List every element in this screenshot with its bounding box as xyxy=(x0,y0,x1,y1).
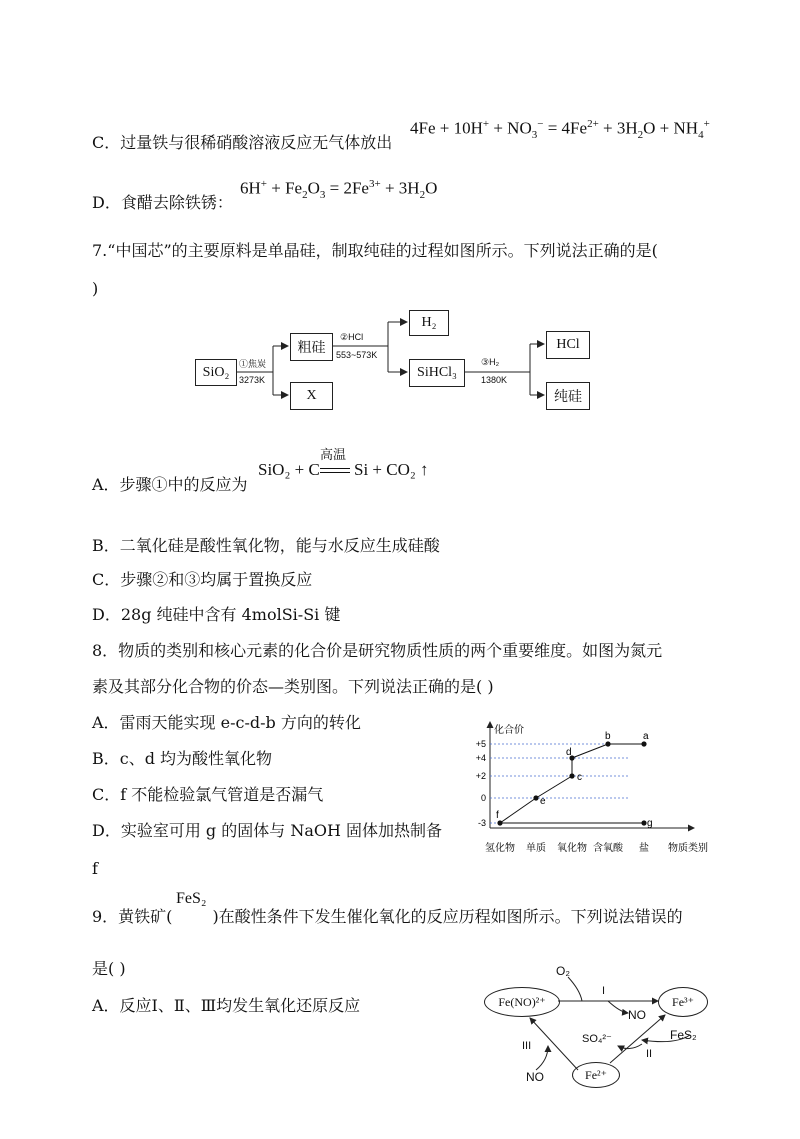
flow-box-h2: H₂ xyxy=(409,310,449,336)
flow-step3-condition-bottom: 1380K xyxy=(481,375,508,385)
flow-box-sio2: SiO₂ xyxy=(195,359,237,386)
q7-option-a-text: A．步骤①中的反应为 xyxy=(92,475,248,494)
q6-option-d-equation: $6H^+ + Fe_2O_3 = 2Fe^{3+} + 3H_2O$ xyxy=(240,178,438,202)
chart-y-tick-label: 0 xyxy=(480,793,486,803)
flow-step1-condition-top: ①焦炭 xyxy=(239,359,267,369)
chart-point-e xyxy=(533,795,538,800)
flow-box-x: X xyxy=(290,382,333,410)
q8-option-b: B．c、d 均为酸性氧化物 xyxy=(92,749,273,768)
q8-option-a: A．雷雨天能实现 e-c-d-b 方向的转化 xyxy=(92,713,361,732)
flow-box-sihcl3: SiHCl₃ xyxy=(409,359,465,387)
valence-category-chart xyxy=(458,718,728,858)
cycle-label-o2: O₂ xyxy=(556,964,570,978)
cycle-label-r1: I xyxy=(602,985,606,997)
cycle-node-fe-no: Fe(NO)²⁺ xyxy=(484,987,560,1017)
q7-option-d: D．28g 纯硅中含有 4molSi-Si 键 xyxy=(92,605,341,624)
flow-box-hcl: HCl xyxy=(546,331,590,359)
a-eq-left: SiO₂ + C xyxy=(258,460,320,479)
chart-point-label: e xyxy=(540,796,546,807)
q6-option-d xyxy=(92,192,233,214)
cycle-label-no-in: NO xyxy=(526,1070,544,1084)
cycle-label-r2: II xyxy=(646,1048,653,1060)
q9-fes2-formula: FeS₂ xyxy=(176,890,207,907)
q8-option-c: C．f 不能检验氯气管道是否漏气 xyxy=(92,785,324,804)
chart-point-label: c xyxy=(577,772,582,783)
flow-step2-condition-bottom: 553~573K xyxy=(336,350,378,360)
chart-point-c xyxy=(569,773,574,778)
q8-option-d-line-2: f xyxy=(92,859,98,878)
chart-x-tick-label: 单质 xyxy=(526,843,546,854)
q9-cycle-diagram xyxy=(470,960,720,1090)
chart-y-tick-label: -3 xyxy=(477,818,486,828)
flow-step1-condition-bottom: 3273K xyxy=(239,375,266,385)
q6-option-c-text: C．过量铁与很稀硝酸溶液反应无气体放出 xyxy=(92,133,393,152)
cycle-node-fe3: Fe³⁺ xyxy=(658,987,708,1017)
q9-stem-line-1 xyxy=(92,906,683,928)
q8-stem-line-1: 8．物质的类别和核心元素的化合价是研究物质性质的两个重要维度。如图为氮元 xyxy=(92,641,663,660)
q6-option-c xyxy=(92,132,392,154)
q7-option-a xyxy=(92,474,248,496)
cycle-label-so4: SO₄²⁻ xyxy=(582,1033,612,1045)
chart-x-tick-label: 含氧酸 xyxy=(593,843,623,854)
a-eq-right: Si + CO₂ ↑ xyxy=(354,460,429,479)
q7-option-a-equation xyxy=(258,444,438,484)
cycle-label-fes2: FeS₂ xyxy=(670,1028,697,1042)
q9-stem-suffix: )在酸性条件下发生催化氧化的反应历程如图所示。下列说法错误的 xyxy=(212,907,683,926)
chart-y-tick-label: +4 xyxy=(475,753,486,763)
q6-option-c-equation: $4Fe + 10H^+ + NO_3^- = 4Fe^{2+} + 3H_2O + NH_4^+$ xyxy=(410,118,710,142)
cycle-node-fe2: Fe²⁺ xyxy=(572,1062,620,1088)
chart-y-tick-label: +2 xyxy=(475,771,486,781)
q8-option-d-line-1: D．实验室可用 g 的固体与 NaOH 固体加热制备 xyxy=(92,821,443,840)
q9-option-a: A．反应Ⅰ、Ⅱ、Ⅲ均发生氧化还原反应 xyxy=(92,996,361,1015)
q6-option-d-text: D．食醋去除铁锈： xyxy=(92,193,233,212)
q8-stem-line-2: 素及其部分化合物的价态—类别图。下列说法正确的是( ) xyxy=(92,677,494,696)
chart-series-segment xyxy=(500,798,536,823)
chart-point-b xyxy=(605,741,610,746)
q7-stem-line-2: ) xyxy=(92,279,99,298)
chart-point-g xyxy=(641,820,646,825)
a-eq-condition: 高温 xyxy=(320,448,347,463)
chart-x-tick-label: 氧化物 xyxy=(557,843,587,854)
chart-series-segment xyxy=(572,744,608,758)
chart-series-segment xyxy=(536,776,572,798)
flow-box-pure-si: 纯硅 xyxy=(546,382,590,410)
chart-point-label: g xyxy=(647,818,653,829)
chart-point-label: f xyxy=(496,810,499,821)
chart-point-label: d xyxy=(566,747,572,758)
a-eq-double-line xyxy=(320,468,350,473)
q7-option-c: C．步骤②和③均属于置换反应 xyxy=(92,570,313,589)
chart-x-tick-label: 氢化物 xyxy=(485,843,515,854)
chart-point-a xyxy=(641,741,646,746)
chart-point-f xyxy=(497,820,502,825)
flow-step3-condition-top: ③H₂ xyxy=(481,357,500,367)
chart-y-label: 化合价 xyxy=(494,725,524,736)
cycle-label-r3: III xyxy=(522,1040,532,1052)
chart-point-label: b xyxy=(605,731,611,742)
chart-x-label: 物质类别 xyxy=(668,843,708,854)
chart-x-tick-label: 盐 xyxy=(639,843,649,854)
q9-stem-line-2: 是( ) xyxy=(92,959,126,978)
chart-point-label: a xyxy=(643,731,649,742)
flow-box-crude-si: 粗硅 xyxy=(290,333,333,361)
cycle-label-no-out: NO xyxy=(628,1008,646,1022)
flow-step2-condition-top: ②HCl xyxy=(340,332,364,342)
chart-y-tick-label: +5 xyxy=(475,739,486,749)
q7-stem-line-1: 7.“中国芯”的主要原料是单晶硅，制取纯硅的过程如图所示。下列说法正确的是( xyxy=(92,241,658,260)
q7-option-b: B．二氧化硅是酸性氧化物，能与水反应生成硅酸 xyxy=(92,536,440,555)
q9-stem-prefix: 9．黄铁矿( xyxy=(92,907,173,926)
